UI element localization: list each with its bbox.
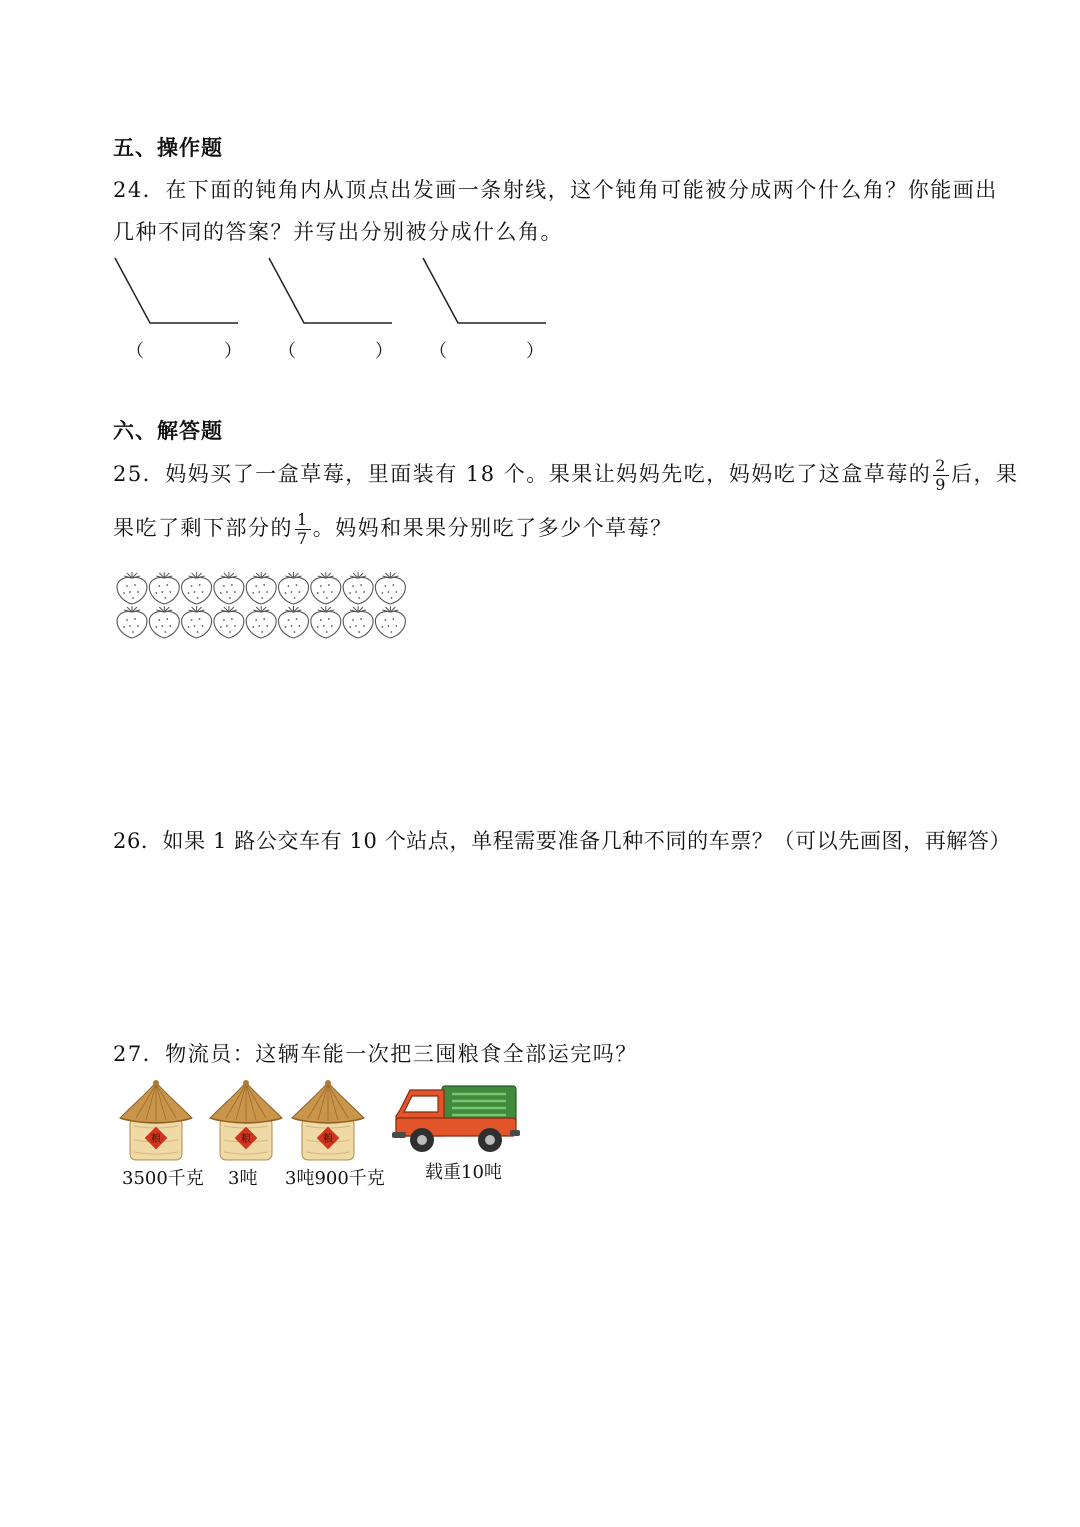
strawberry-icon xyxy=(182,572,212,604)
strawberry-icon xyxy=(117,572,147,604)
question-25-text-b: 后，果 xyxy=(950,462,1019,486)
strawberry-icon xyxy=(375,606,405,638)
question-26: 26．如果 1 路公交车有 10 个站点，单程需要准备几种不同的车票？（可以先画图，再解答） xyxy=(113,829,1012,853)
answer-blank-1-close: ） xyxy=(224,341,242,362)
strawberry-icon xyxy=(246,572,276,604)
answer-blank-2-close: ） xyxy=(375,341,393,362)
obtuse-angle-1 xyxy=(115,258,238,323)
strawberry-icon xyxy=(182,606,212,638)
answer-blank-3-open: （ xyxy=(429,341,447,362)
strawberry-icon xyxy=(343,572,373,604)
granary-1 xyxy=(120,1080,192,1160)
question-25-text-a: 25．妈妈买了一盒草莓，里面装有 18 个。果果让妈妈先吃，妈妈吃了这盒草莓的 xyxy=(113,462,932,486)
strawberry-icon xyxy=(311,572,341,604)
granary-1-label: 3500千克 xyxy=(122,1168,204,1189)
question-25-text-c: 果吃了剩下部分的 xyxy=(113,516,293,540)
strawberry-icon xyxy=(279,572,309,604)
granary-2-label: 3吨 xyxy=(228,1168,258,1189)
strawberries-figure xyxy=(114,570,414,642)
truck-icon xyxy=(392,1080,522,1160)
obtuse-angle-2 xyxy=(269,258,392,323)
question-27: 27．物流员：这辆车能一次把三囤粮食全部运完吗？ xyxy=(113,1042,638,1066)
strawberry-grid xyxy=(117,572,405,638)
obtuse-angle-3 xyxy=(423,258,546,323)
question-25-line-1 xyxy=(113,458,1018,493)
strawberry-icon xyxy=(214,606,244,638)
section-title-solution: 六、解答题 xyxy=(113,419,223,443)
granaries-figure xyxy=(118,1080,368,1162)
section-title-operation: 五、操作题 xyxy=(113,136,223,160)
strawberry-icon xyxy=(343,606,373,638)
granary-3-label: 3吨900千克 xyxy=(285,1168,385,1189)
fraction-one-seventh: $\frac{1}{7}$ xyxy=(297,510,309,548)
strawberry-icon xyxy=(375,572,405,604)
answer-blank-1-open: （ xyxy=(126,341,144,362)
granary-3 xyxy=(292,1080,364,1160)
strawberry-icon xyxy=(246,606,276,638)
strawberry-icon xyxy=(279,606,309,638)
truck-label: 载重10吨 xyxy=(425,1162,502,1183)
strawberry-icon xyxy=(149,606,179,638)
answer-blank-3-close: ） xyxy=(526,341,544,362)
question-24-line-1: 24．在下面的钝角内从顶点出发画一条射线，这个钝角可能被分成两个什么角？你能画出 xyxy=(113,178,998,202)
granary-2 xyxy=(210,1080,282,1160)
question-25-text-d: 。妈妈和果果分别吃了多少个草莓？ xyxy=(312,516,673,540)
fraction-two-ninths: $\frac{2}{9}$ xyxy=(935,456,947,494)
strawberry-icon xyxy=(214,572,244,604)
strawberry-icon xyxy=(311,606,341,638)
strawberry-icon xyxy=(149,572,179,604)
question-24-line-2: 几种不同的答案？并写出分别被分成什么角。 xyxy=(113,220,563,244)
answer-blank-2-open: （ xyxy=(278,341,296,362)
strawberry-icon xyxy=(117,606,147,638)
question-25-line-2 xyxy=(113,512,673,547)
obtuse-angles-figure xyxy=(100,250,570,335)
